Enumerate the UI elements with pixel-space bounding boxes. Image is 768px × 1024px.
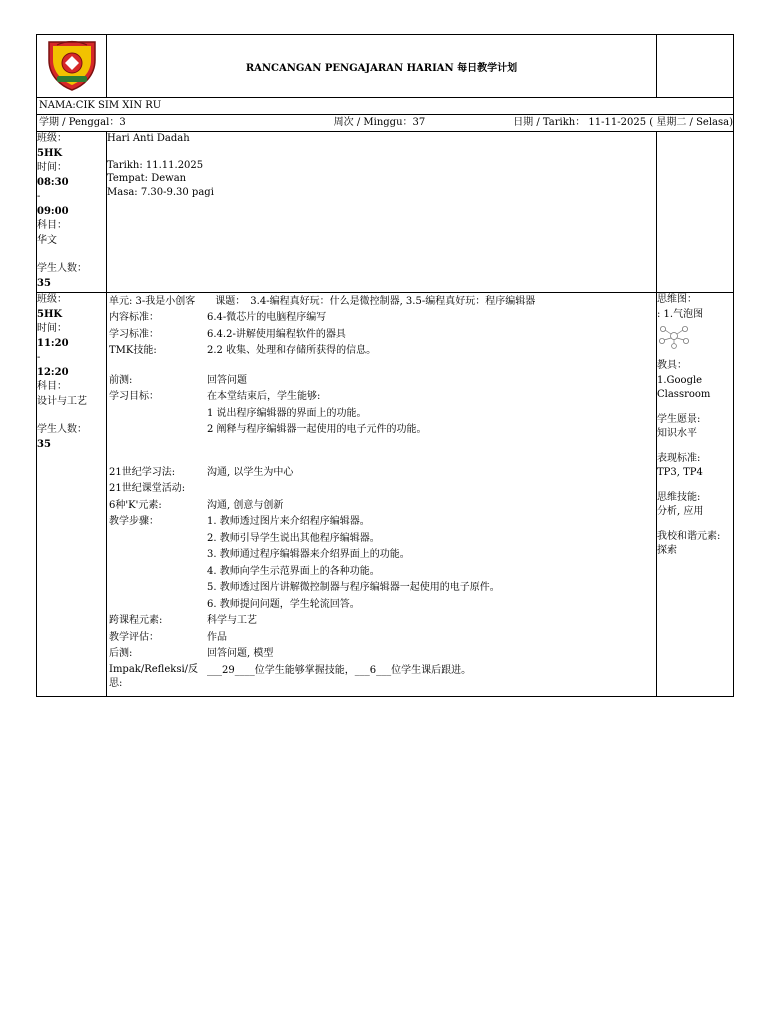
objective-2: 2 阐释与程序编辑器一起使用的电子元件的功能。: [207, 424, 427, 435]
time-label: 时间：: [37, 323, 67, 334]
date: 日期 / Tarikh： 11-11-2025 ( 星期二 / Selasa): [513, 117, 733, 128]
teaching-step: 6. 教师提问问题，学生轮流回答。: [207, 598, 360, 610]
c21-activity: 21世纪课堂活动:: [109, 483, 186, 494]
week: 周次 / Minggu：37: [333, 117, 426, 128]
students-value: 35: [37, 438, 51, 450]
teaching-step: 3. 教师通过程序编辑器来介绍界面上的功能。: [207, 549, 410, 560]
cross-curriculum: 跨课程元素: 科学与工艺: [109, 615, 257, 626]
teaching-step: 2. 教师引导学生说出其他程序编辑器。: [207, 532, 380, 544]
teaching-aids-label: 教具：: [657, 360, 687, 371]
header-empty-cell: [657, 35, 734, 98]
reflection: Impak/Refleksi/反思: ___29____位学生能够掌握技能，___6___位学生课后跟进。: [109, 663, 472, 689]
students-value: 35: [37, 277, 51, 289]
resources-column: [657, 293, 734, 697]
lesson-plan-sheet: [36, 34, 733, 697]
c21-method: 21世纪学习法: 沟通, 以学生为中心: [109, 466, 294, 478]
time-end: 09:00: [37, 205, 69, 217]
tmk-skill: TMK技能: 2.2 收集、处理和存储所获得的信息。: [109, 345, 377, 356]
thinking-skill-label: 思维技能:: [657, 491, 701, 503]
performance-standard-label: 表现标准:: [657, 452, 701, 464]
teaching-step: 4. 教师向学生示范界面上的各种功能。: [207, 565, 380, 577]
students-label: 学生人数：: [37, 424, 87, 435]
pre-test: 前测: 回答问题: [109, 374, 247, 386]
event-place: Tempat: Dewan: [107, 173, 187, 184]
bubble-map-icon: [657, 323, 691, 349]
lesson-plan-table: [36, 34, 734, 697]
school-element-value: 探索: [657, 545, 677, 556]
student-vision-value: 知识水平: [657, 428, 697, 439]
term-line: [37, 115, 733, 131]
class-value: 5HK: [37, 147, 63, 159]
event-time: Masa: 7.30-9.30 pagi: [107, 186, 214, 198]
time-start: 08:30: [37, 176, 69, 188]
content-standard: 内容标准： 6.4-微芯片的电脑程序编写: [109, 312, 327, 323]
time-start: 11:20: [37, 337, 69, 349]
class-info-1: [37, 132, 107, 293]
subject-value: 设计与工艺: [37, 395, 87, 407]
time-label: 时间：: [37, 162, 67, 173]
student-vision-label: 学生愿景:: [657, 413, 701, 425]
six-k-elements: 6种'K'元素: 沟通, 创意与创新: [109, 499, 284, 511]
teacher-name: NAMA:CIK SIM XIN RU: [39, 100, 162, 111]
objective-1: 1 说出程序编辑器的界面上的功能。: [207, 407, 367, 419]
learning-standard: 学习标准： 6.4.2-讲解使用编程软件的器具: [109, 328, 346, 340]
logo-cell: [37, 35, 107, 98]
thinking-map-value: : 1.气泡图: [657, 308, 704, 320]
term: 学期 / Penggal：3: [39, 117, 126, 128]
event-details: [107, 132, 657, 293]
class-value: 5HK: [37, 308, 63, 320]
evaluation: 教学评估： 作品: [109, 631, 227, 643]
time-dash: -: [37, 191, 41, 202]
row1-empty-cell: [657, 132, 734, 293]
subject-value: 华文: [37, 234, 57, 246]
name-line: [37, 98, 733, 114]
subject-label: 科目：: [37, 381, 67, 392]
thinking-map-label: 思维图：: [657, 294, 697, 305]
class-label: 班级：: [37, 294, 67, 305]
unit-topic: 单元: 3-我是小创客 课题： 3.4-编程真好玩：什么是微控制器, 3.5-编程真好玩：程序编辑器: [109, 296, 536, 307]
learning-objective: 学习目标： 在本堂结束后，学生能够:: [109, 391, 321, 402]
school-logo: [43, 36, 101, 92]
school-element-label: 我校和谐元素:: [657, 530, 721, 542]
subject-label: 科目：: [37, 220, 67, 231]
event-title: Hari Anti Dadah: [107, 133, 190, 144]
time-end: 12:20: [37, 366, 69, 378]
lesson-details: [107, 293, 657, 697]
students-label: 学生人数：: [37, 263, 87, 274]
page-title: RANCANGAN PENGAJARAN HARIAN 每日教学计划: [107, 35, 657, 98]
teacher-info: [37, 98, 734, 132]
teaching-steps: 教学步骤： 1. 教师透过图片来介绍程序编辑器。: [109, 516, 370, 527]
performance-standard-value: TP3, TP4: [657, 467, 703, 478]
teaching-step: 5. 教师透过图片讲解微控制器与程序编辑器一起使用的电子原件。: [207, 582, 500, 593]
time-dash: -: [37, 352, 41, 363]
class-label: 班级：: [37, 133, 67, 144]
teaching-aids-value: 1.Google Classroom: [657, 374, 711, 400]
event-date: Tarikh: 11.11.2025: [107, 159, 204, 171]
post-test: 后测: 回答问题, 模型: [109, 648, 274, 659]
thinking-skill-value: 分析, 应用: [657, 506, 704, 517]
class-info-2: [37, 293, 107, 697]
